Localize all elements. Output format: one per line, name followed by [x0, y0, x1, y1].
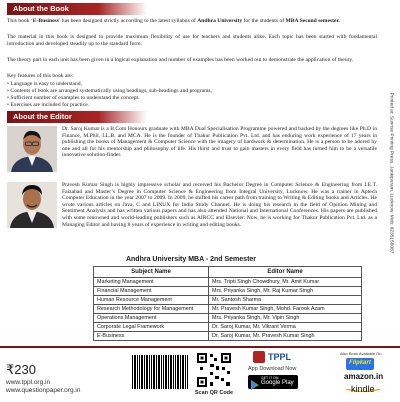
list-item: • Sufficient number of examples to understand the concept. [7, 95, 140, 101]
table-row [94, 314, 362, 323]
about-book-heading: About the Book [7, 3, 147, 15]
table-row [94, 305, 362, 314]
list-item: • Language is easy to understand, [7, 81, 82, 87]
google-play-label: Google Play [261, 380, 294, 386]
table-row [94, 323, 362, 332]
google-play-icon [251, 377, 259, 395]
table-row [94, 296, 362, 305]
amazon-label[interactable]: amazon.in [344, 372, 384, 381]
editor-cell: Dr. Saroj Kumar, Mr. Vikrant Verma [209, 323, 362, 332]
website-link-1[interactable]: www.tppl.org.in [6, 379, 51, 386]
features-list [7, 81, 377, 109]
table-row [94, 278, 362, 287]
flipkart-label: Flipkart [349, 360, 371, 366]
editor-cell: Dr. Saroj Kumar, Mr. Pravesh Kumar Singh [209, 332, 362, 341]
about-editor-heading: About the Editor [7, 111, 147, 123]
subject-cell: Operations Management [94, 314, 209, 323]
flipkart-badge[interactable] [346, 358, 374, 370]
subject-cell: Corporate Legal Framework [94, 323, 209, 332]
printer-info-text: Printed at: Sunrise Printing Press, Jankipuram, Lucknow. Mob: 9235158087 [388, 92, 394, 254]
tppl-logo-text: TPPL [268, 352, 292, 362]
table-header-row [94, 267, 362, 278]
list-item: • Exercises are included for practice. [7, 102, 90, 108]
kindle-label[interactable]: kindle [351, 384, 375, 394]
subject-cell: Human Resource Management [94, 296, 209, 305]
website-link-2[interactable]: www.questionpaper.org.in [6, 387, 81, 394]
editor-cell: Mrs. Priyanka Singh, Mr. Vipin Singh [209, 314, 362, 323]
editor-cell: Mrs. Priyanka Singh, Mr. Raj Kumar Singh [209, 287, 362, 296]
about-book-paragraph-1: This book ‘E-Business’ has been designed strictly according to the latest syllabus of Andhra University for the students of MBA Second semester. [7, 18, 340, 24]
app-download-label: App Download Now [248, 366, 297, 372]
subject-cell: Research Methodology for Management [94, 305, 209, 314]
subject-cell: Financial Management [94, 287, 209, 296]
editor-photo-2 [7, 182, 57, 228]
tppl-logo-icon [253, 351, 265, 363]
about-book-paragraph-3: The theory part in each unit has been given in a logical explanation and number of examples has been worked out to demonstrate the application of theory. [7, 57, 354, 63]
price: ₹230 [6, 362, 36, 377]
printer-info-vertical [382, 0, 400, 346]
editor-cell: Mr. Pravesh Kumar Singh, Mohd. Farook Azam [209, 305, 362, 314]
google-play-badge[interactable] [248, 375, 298, 389]
features-title: Key features of this book are: [7, 73, 74, 79]
editor-cell: Mr. Santosh Sharma [209, 296, 362, 305]
subject-cell: E-Business [94, 332, 209, 341]
editor-photo-1 [7, 126, 57, 172]
amazon-smile-icon [344, 380, 388, 382]
google-play-small-label: GET IT ON [261, 376, 279, 380]
barcode [130, 352, 190, 394]
about-book-paragraph-2: The material in this book is designed to provide maximum flexibility of use for teachers and students alike. Each topic has been started with fundamental introduction and developed steadily up to the standard form. [7, 34, 377, 47]
available-on-label: Also Book Available On [340, 351, 382, 356]
table-row [94, 287, 362, 296]
editor-bio-1: Dr. Saroj Kumar is a B.Com Honours graduate with MBA Dual Specialisation Programme powered and backed by the degrees like Ph.D in Finance, M.Phil, LL.B. and MCA. He is the founder of Thakur Publication Pvt. Ltd. and has enduring work experience of 17 years in publishing the books of Management & Computer Science with the imagery of hardwork & determination. He is a person to be adored by one and all for his mentorship and philosophy of life. His thirst and trust to gain masters in every field has turned him to be a versatile innovative solution-finder. [62, 126, 377, 159]
editor-cell: Mrs. Tripti Singh Chowdhury, Mr. Amit Kumar [209, 278, 362, 287]
column-header-editor: Editor Name [209, 267, 362, 278]
scan-qr-label: Scan QR Code [194, 390, 234, 396]
qr-code[interactable] [196, 352, 232, 388]
subject-cell: Marketing Management [94, 278, 209, 287]
column-header-subject: Subject Name [94, 267, 209, 278]
table-row [94, 332, 362, 341]
footer [0, 346, 400, 402]
list-item: • Contents of book are arranged systematically using headings, sub-headings and programs, [7, 88, 212, 94]
editors-table [93, 266, 362, 341]
editor-bio-2: Pravesh Kumar Singh is highly impressive scholar and received his Bachelor Degree in Computer Science & Engineering from I.E.T. Faizabad and Master’s Degree in Computer Science & Engineering from Integral University, Lucknow. He was a trainer in Aptech Computer Education in the year 2007 to 2009. In 2009, he shifted his career path from training to Writing & Editing books and Articles. He wrote various articles on Java, C and LINUX for India Study Channel. He is doing his research in the field of Opinion Mining and Sentiment Analysis and has written various papers and has also attended National and International Conferences. His papers are published with some renowned and world-leading publishers such as AIRCC and Elsevier. Now, he is working for Thakur Publication Pvt. Ltd. as a Managing Editor and having 8 years of experience in writing and editing books. [62, 182, 377, 228]
table-title: Andhra University MBA - 2nd Semester [125, 256, 257, 263]
